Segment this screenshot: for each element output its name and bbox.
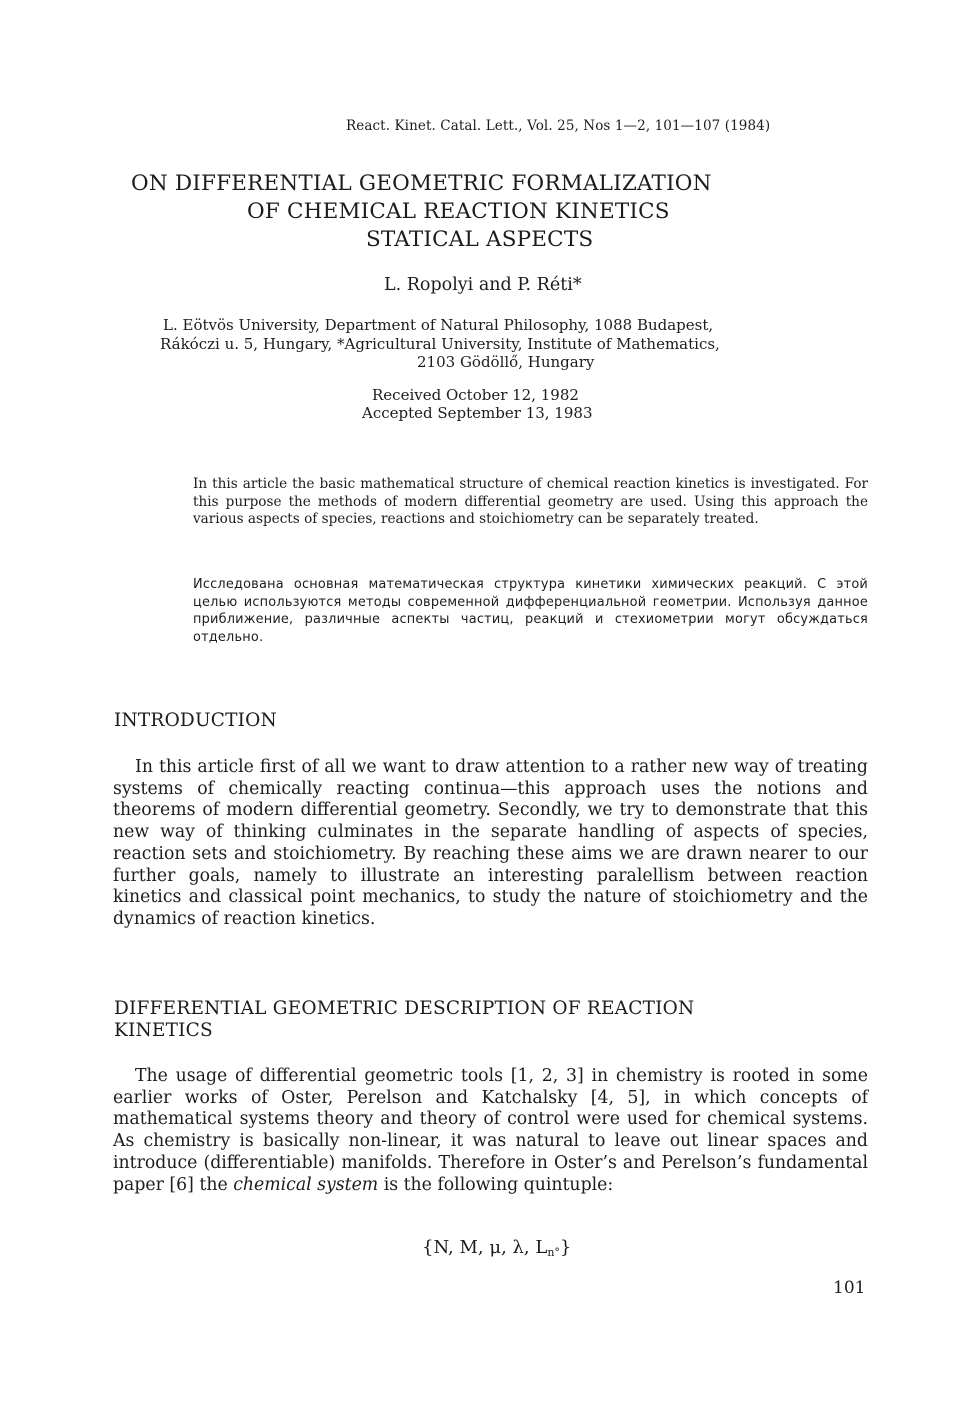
introduction-heading: INTRODUCTION — [114, 710, 277, 731]
journal-reference: React. Kinet. Catal. Lett., Vol. 25, Nos 1—2, 101—107 (1984) — [346, 118, 771, 134]
section-paragraph — [113, 1066, 868, 1196]
affiliation-line-3: 2103 Gödöllő, Hungary — [417, 353, 595, 371]
title-line-3: STATICAL ASPECTS — [366, 227, 594, 252]
section-heading-line-2: KINETICS — [114, 1020, 213, 1041]
affiliation-line-2: Rákóczi u. 5, Hungary, *Agricultural University, Institute of Mathematics, — [160, 335, 720, 353]
authors: L. Ropolyi and P. Réti* — [384, 275, 582, 295]
title-line-1: ON DIFFERENTIAL GEOMETRIC FORMALIZATION — [131, 171, 712, 196]
section-heading — [114, 998, 694, 1042]
section-heading-line-1: DIFFERENTIAL GEOMETRIC DESCRIPTION OF REACTION — [114, 998, 695, 1019]
formula-main: {N, M, μ, λ, L — [422, 1237, 548, 1258]
formula-subscript: n° — [547, 1246, 560, 1259]
formula-close: } — [559, 1237, 572, 1258]
page-number: 101 — [833, 1278, 866, 1298]
received-date: Received October 12, 1982 — [372, 386, 579, 404]
abstract-russian: Исследована основная математическая структура кинетики химических реакций. С этой целью используются методы современной дифференциальной геометрии. Используя данное приближение, различные аспекты частиц, реакций и стехиометрии могут обсуждаться отдельно. — [193, 577, 868, 645]
introduction-paragraph: In this article first of all we want to draw attention to a rather new way of treating systems of chemically reacting continua—this approach uses the notions and theorems of modern differential geometry. Secondly, we try to demonstrate that this new way of thinking culminates in the separate handling of aspects of species, reaction sets and stoichiometry. By reaching these aims we are drawn nearer to our further goals, namely to illustrate an interesting paralellism between reaction kinetics and classical point mechanics, to study the nature of stoichiometry and the dynamics of reaction kinetics. — [113, 757, 868, 929]
section-paragraph-text-end: is the following quintuple: — [378, 1174, 614, 1195]
chemical-system-term: chemical system — [233, 1174, 379, 1195]
affiliation-line-1: L. Eötvös University, Department of Natural Philosophy, 1088 Budapest, — [163, 316, 714, 334]
section-paragraph-text: The usage of differential geometric tools [1, 2, 3] in chemistry is rooted in some earlier works of Oster, Perelson and Katchalsky [4, 5], in which concepts of mathematical systems theory and theory of control were used for chemical systems. As chemistry is basically non-linear, it was natural to leave out linear spaces and introduce (differentiable) manifolds. Therefore in Oster’s and Perelson’s fundamental paper [6] the — [113, 1066, 868, 1195]
abstract-english: In this article the basic mathematical structure of chemical reaction kinetics is investigated. For this purpose the methods of modern differential geometry are used. Using this approach the various aspects of species, reactions and stoichiometry can be separately treated. — [193, 476, 868, 528]
accepted-date: Accepted September 13, 1983 — [362, 404, 593, 422]
title-line-2: OF CHEMICAL REACTION KINETICS — [247, 199, 670, 224]
quintuple-formula — [422, 1237, 571, 1259]
